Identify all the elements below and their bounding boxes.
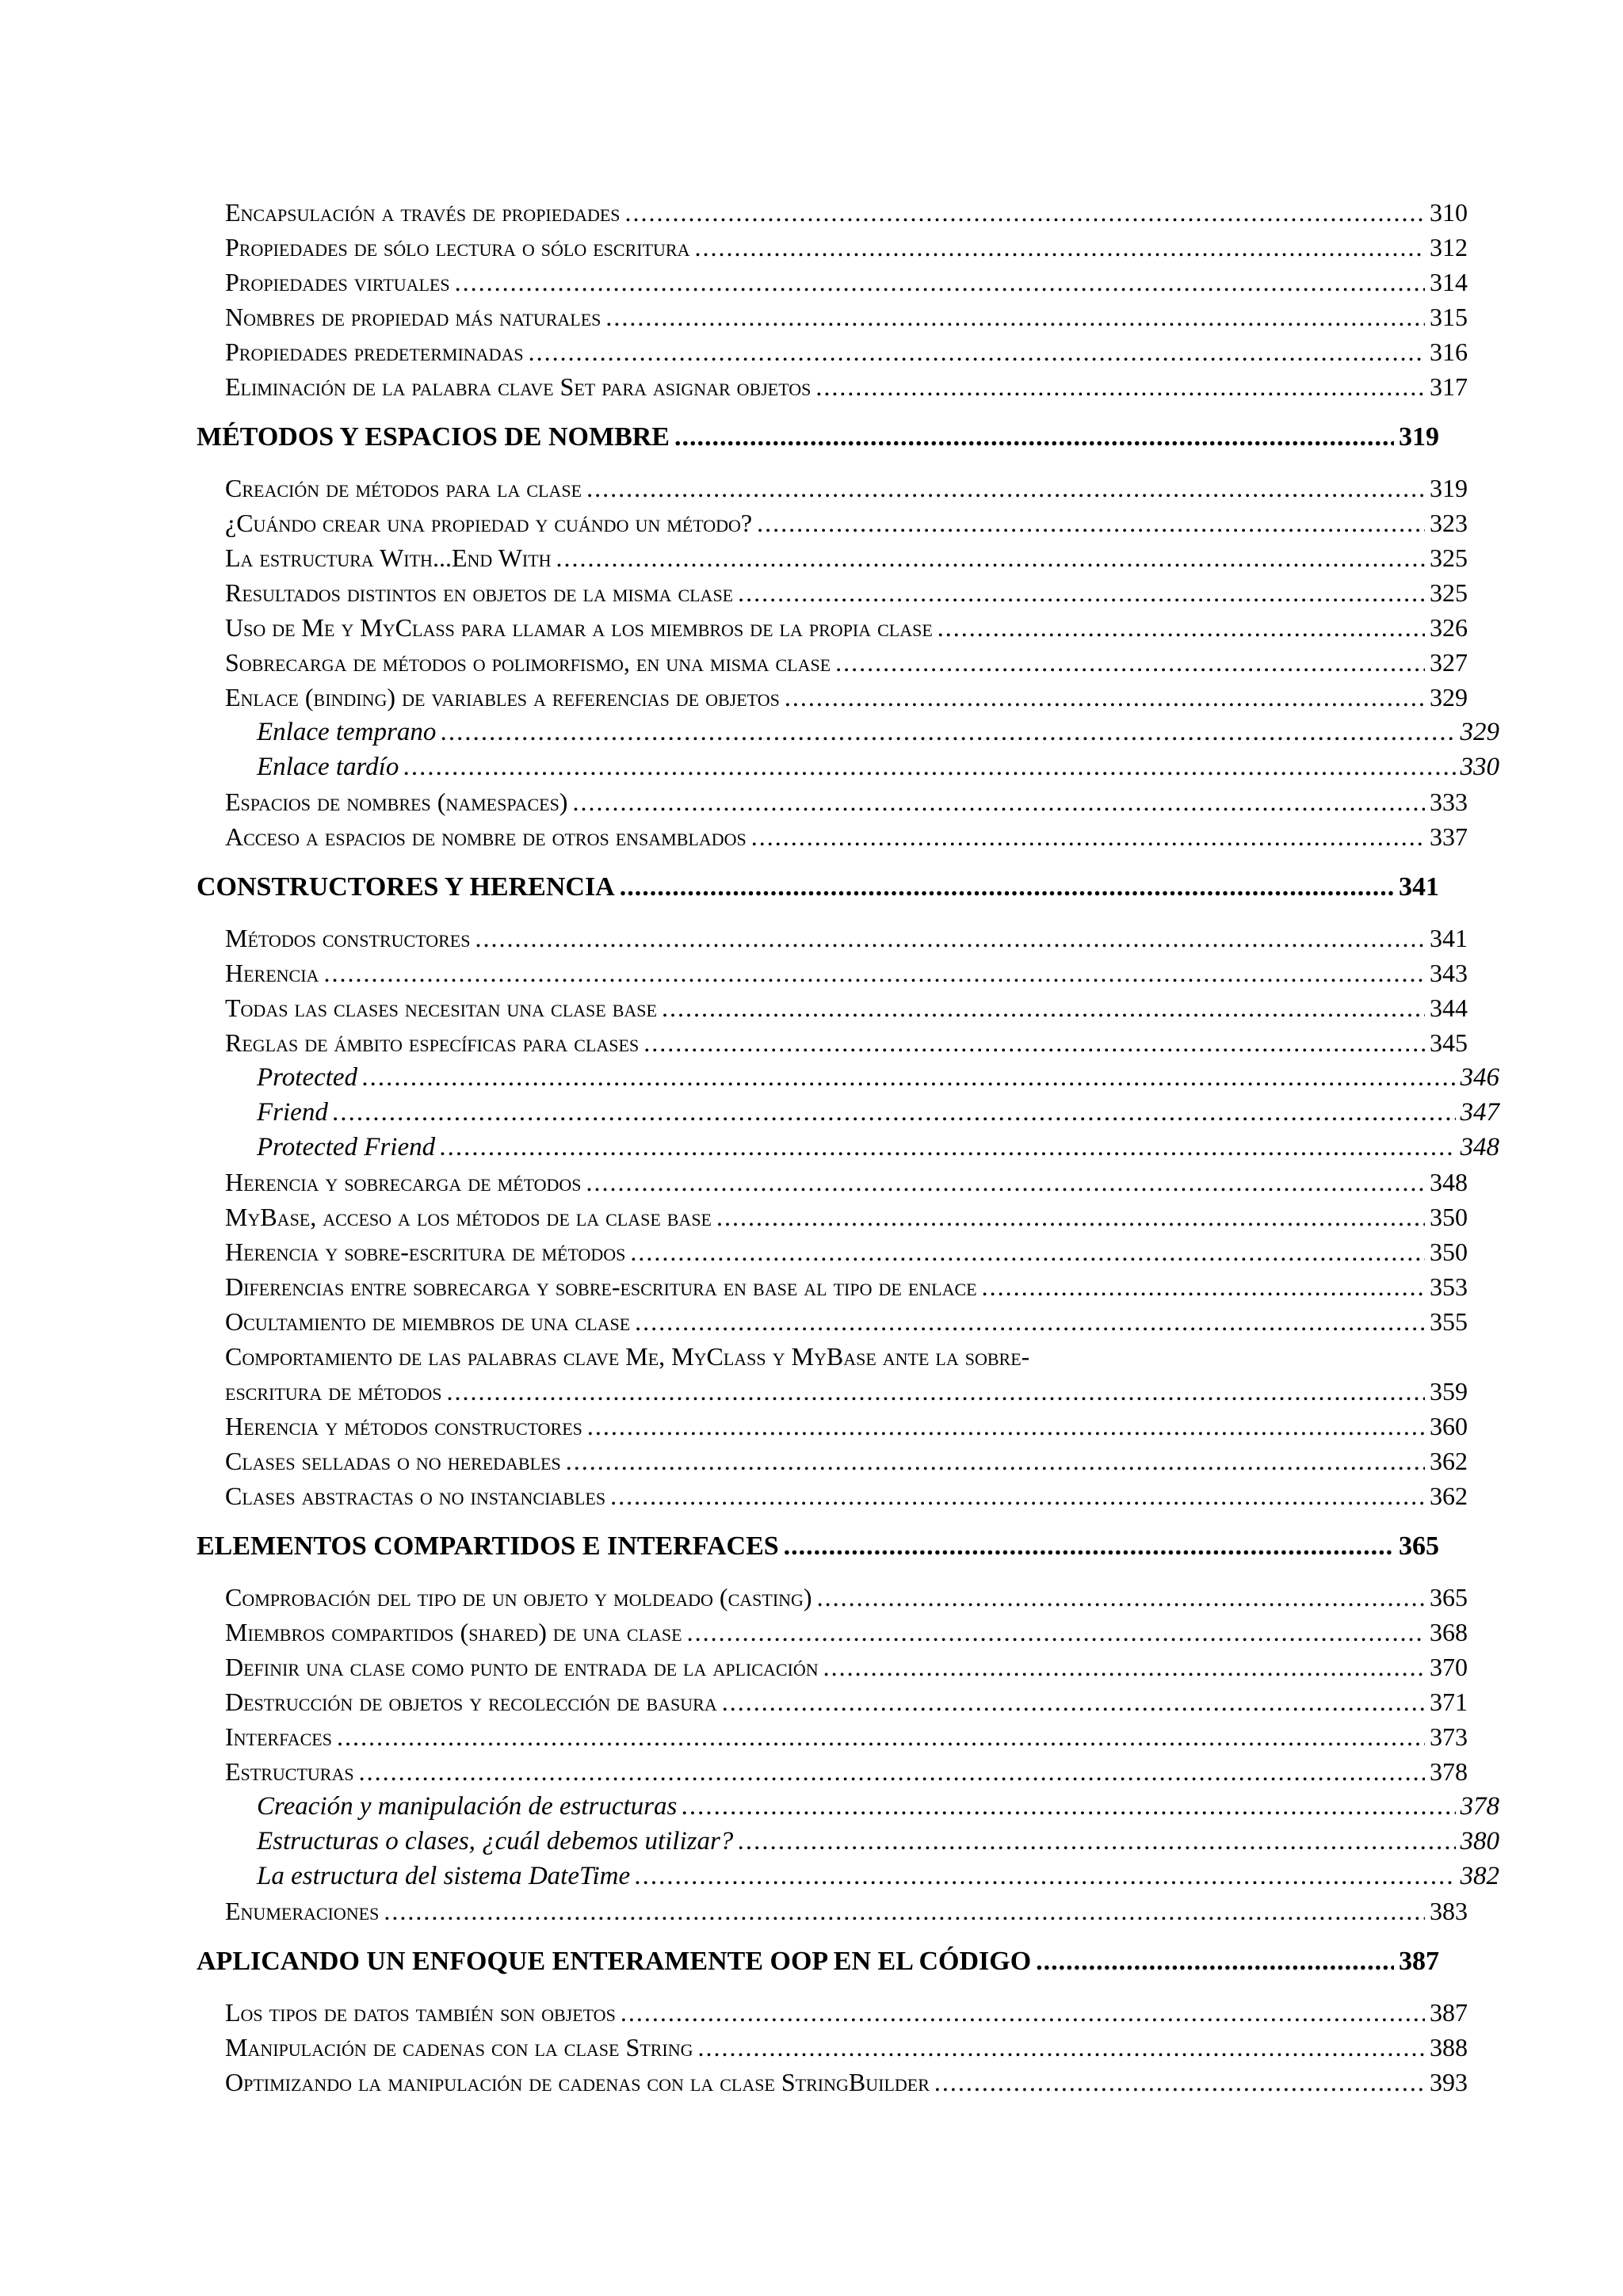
toc-page-number: 382 [1460,1862,1499,1890]
toc-entry[interactable] [197,1894,1468,1928]
toc-entry-title: Enumeraciones [225,1897,380,1925]
toc-entry[interactable] [197,1478,1468,1513]
toc-page-number: 380 [1460,1827,1499,1855]
dot-leader [566,1444,1425,1478]
toc-entry[interactable] [197,819,1468,854]
toc-page-number: 329 [1430,683,1468,711]
toc-entry[interactable] [197,645,1468,680]
toc-entry[interactable] [197,1615,1468,1650]
table-of-contents [197,195,1499,2100]
toc-entry[interactable] [197,471,1468,505]
toc-entry-title: ELEMENTOS COMPARTIDOS E INTERFACES [197,1531,779,1561]
toc-chapter[interactable] [197,420,1439,455]
toc-entry[interactable] [197,1095,1499,1130]
toc-page-number: 319 [1399,422,1439,452]
toc-page-number: 330 [1460,753,1499,781]
toc-entry-title: ¿Cuándo crear una propiedad y cuándo un método? [225,509,753,537]
dot-leader [572,784,1425,819]
toc-page-number: 360 [1430,1412,1468,1440]
toc-page-number: 315 [1430,303,1468,331]
dot-leader [620,870,1394,905]
toc-page-number: 317 [1430,372,1468,401]
dot-leader [403,749,1455,784]
toc-entry-title: Definir una clase como punto de entrada de la aplicación [225,1653,819,1681]
toc-entry[interactable] [197,990,1468,1025]
toc-page-number: 346 [1460,1063,1499,1092]
toc-page-number: 310 [1430,198,1468,227]
toc-entry[interactable] [197,1130,1499,1165]
toc-entry[interactable] [197,1304,1468,1339]
toc-entry[interactable] [197,195,1468,230]
dot-leader [815,369,1425,404]
toc-entry-title: Estructuras o clases, ¿cuál debemos utilizar? [257,1827,734,1855]
toc-entry[interactable] [197,784,1468,819]
toc-entry-title: Ocultamiento de miembros de una clase [225,1307,631,1336]
toc-page-number: 355 [1430,1307,1468,1336]
toc-chapter[interactable] [197,1944,1439,1979]
dot-leader [621,1995,1425,2030]
toc-entry-title: Optimizando la manipulación de cadenas con la clase StringBuilder [225,2068,930,2096]
toc-entry-title: Estructuras [225,1757,354,1786]
toc-page-number: 344 [1430,994,1468,1022]
toc-page-number: 347 [1460,1098,1499,1127]
toc-entry[interactable] [197,1060,1499,1095]
toc-entry-title: Creación y manipulación de estructuras [257,1792,678,1821]
toc-entry[interactable] [197,1165,1468,1199]
toc-page-number: 348 [1460,1133,1499,1161]
toc-page-number: 327 [1430,648,1468,677]
dot-leader [662,990,1425,1025]
toc-entry-title: Enlace (binding) de variables a referencias de objetos [225,683,780,711]
toc-entry[interactable] [197,575,1468,610]
toc-entry-title: Herencia y sobre-escritura de métodos [225,1238,626,1266]
toc-page-number: 337 [1430,822,1468,851]
toc-entry[interactable] [197,2030,1468,2065]
toc-entry-title-line[interactable]: Comportamiento de las palabras clave Me, MyClass y MyBase ante la sobre- [225,1342,1030,1371]
toc-entry-title: Resultados distintos en objetos de la misma clase [225,578,734,607]
toc-entry[interactable] [197,1684,1468,1719]
dot-leader [587,1409,1425,1444]
dot-leader [757,505,1425,540]
dot-leader [556,540,1425,575]
dot-leader [934,2065,1425,2100]
toc-entry[interactable] [197,540,1468,575]
toc-entry[interactable] [197,1025,1468,1060]
toc-entry-title: Eliminación de la palabra clave Set para asignar objetos [225,372,812,401]
toc-page-number: 368 [1430,1618,1468,1646]
toc-entry-title: Propiedades de sólo lectura o sólo escritura [225,233,690,261]
dot-leader [643,1025,1425,1060]
toc-entry-title: Friend [257,1098,328,1127]
toc-entry-title: Enlace tardío [257,753,399,781]
dot-leader [682,1789,1455,1824]
dot-leader [738,575,1425,610]
dot-leader [835,645,1425,680]
toc-entry[interactable] [197,1995,1468,2030]
toc-entry[interactable] [197,2065,1468,2100]
toc-entry[interactable] [197,1859,1499,1894]
toc-entry[interactable] [197,749,1499,784]
toc-page-number: 323 [1430,509,1468,537]
toc-entry-title: CONSTRUCTORES Y HERENCIA [197,872,615,902]
toc-entry[interactable] [197,1580,1468,1615]
toc-entry-title: Clases selladas o no heredables [225,1447,561,1475]
dot-leader [362,1060,1455,1095]
dot-leader [784,1529,1394,1564]
toc-page-number: 359 [1430,1377,1468,1405]
toc-entry[interactable] [197,230,1468,265]
toc-page-number: 373 [1430,1722,1468,1751]
dot-leader [475,921,1425,955]
toc-entry-title: Miembros compartidos (shared) de una clase [225,1618,682,1646]
dot-leader [697,2030,1425,2065]
toc-entry-title: Métodos constructores [225,924,471,952]
toc-page-number: 341 [1399,872,1439,902]
toc-entry[interactable] [197,610,1468,645]
toc-entry[interactable] [197,1409,1468,1444]
toc-entry-title: MyBase, acceso a los métodos de la clase base [225,1203,712,1231]
dot-leader [694,230,1425,265]
dot-leader [586,471,1425,505]
toc-entry[interactable] [197,369,1468,404]
toc-page-number: 329 [1460,718,1499,746]
dot-leader [529,334,1425,369]
toc-entry-title: Creación de métodos para la clase [225,474,582,502]
toc-entry[interactable] [197,921,1468,955]
dot-leader [823,1650,1425,1684]
toc-chapter[interactable] [197,870,1439,905]
toc-page-number: 365 [1430,1583,1468,1611]
toc-entry[interactable] [197,1824,1499,1859]
dot-leader [440,1130,1455,1165]
toc-entry[interactable] [197,265,1468,299]
toc-page-number: 378 [1430,1757,1468,1786]
toc-entry-title: Interfaces [225,1722,332,1751]
toc-page-number: 333 [1430,788,1468,816]
toc-entry-title: Comprobación del tipo de un objeto y moldeado (casting) [225,1583,812,1611]
dot-leader [751,819,1425,854]
toc-entry-title: Propiedades virtuales [225,268,450,296]
toc-entry-title: Herencia y sobrecarga de métodos [225,1168,582,1196]
dot-leader [674,420,1394,455]
toc-entry-title: La estructura del sistema DateTime [257,1862,631,1890]
toc-entry-title: Propiedades predeterminadas [225,338,524,366]
toc-entry[interactable] [197,955,1468,990]
toc-entry-title: APLICANDO UN ENFOQUE ENTERAMENTE OOP EN EL CÓDIGO [197,1947,1032,1976]
dot-leader [982,1269,1425,1304]
dot-leader [625,195,1425,230]
toc-page-number: 393 [1430,2068,1468,2096]
dot-leader [586,1165,1425,1199]
toc-page-number: 383 [1430,1897,1468,1925]
toc-entry-title: Destrucción de objetos y recolección de basura [225,1688,717,1716]
toc-entry-title: Encapsulación a través de propiedades [225,198,621,227]
dot-leader [323,955,1425,990]
toc-entry-title: Clases abstractas o no instanciables [225,1482,606,1510]
dot-leader [938,610,1425,645]
toc-page-number: 353 [1430,1272,1468,1301]
toc-entry-title: Los tipos de datos también son objetos [225,1998,616,2027]
dot-leader [635,1304,1425,1339]
toc-entry-title: Nombres de propiedad más naturales [225,303,601,331]
toc-entry[interactable] [197,1269,1468,1304]
toc-entry-title: Diferencias entre sobrecarga y sobre-escritura en base al tipo de enlace [225,1272,977,1301]
toc-page-number: 370 [1430,1653,1468,1681]
dot-leader [359,1754,1425,1789]
toc-entry[interactable] [197,715,1499,749]
toc-page-number: 319 [1430,474,1468,502]
toc-page-number: 362 [1430,1482,1468,1510]
toc-entry[interactable] [197,1374,1468,1409]
dot-leader [722,1684,1425,1719]
toc-chapter[interactable] [197,1529,1439,1564]
toc-entry-title: Acceso a espacios de nombre de otros ensamblados [225,822,747,851]
dot-leader [605,299,1425,334]
dot-leader [1036,1944,1394,1979]
toc-entry[interactable] [197,334,1468,369]
toc-page-number: 343 [1430,959,1468,987]
toc-entry-title: Reglas de ámbito específicas para clases [225,1028,640,1057]
toc-entry[interactable] [197,1719,1468,1754]
dot-leader [716,1199,1425,1234]
toc-page-number: 387 [1430,1998,1468,2027]
toc-page-number: 371 [1430,1688,1468,1716]
toc-page-number: 345 [1430,1028,1468,1057]
toc-entry[interactable] [197,1199,1468,1234]
toc-page-number: 312 [1430,233,1468,261]
toc-entry-title: Herencia y métodos constructores [225,1412,582,1440]
toc-entry-title: Protected Friend [257,1133,436,1161]
toc-entry[interactable] [197,1754,1468,1789]
dot-leader [337,1719,1425,1754]
toc-page-number: 348 [1430,1168,1468,1196]
toc-entry[interactable] [197,1444,1468,1478]
toc-entry-title: Espacios de nombres (namespaces) [225,788,568,816]
toc-page-number: 388 [1430,2033,1468,2061]
dot-leader [455,265,1425,299]
toc-page-number: 316 [1430,338,1468,366]
dot-leader [785,680,1425,715]
toc-entry-title: Protected [257,1063,358,1092]
toc-entry-title: Manipulación de cadenas con la clase String [225,2033,693,2061]
toc-entry-title: escritura de métodos [225,1377,442,1405]
toc-entry-title: La estructura With...End With [225,543,552,572]
toc-entry-title: Sobrecarga de métodos o polimorfismo, en una misma clase [225,648,831,677]
toc-entry[interactable] [197,1234,1468,1269]
toc-page-number: 341 [1430,924,1468,952]
toc-entry-title: Todas las clases necesitan una clase base [225,994,657,1022]
dot-leader [687,1615,1425,1650]
toc-page-number: 387 [1399,1947,1439,1976]
toc-entry-title: Enlace temprano [257,718,437,746]
dot-leader [630,1234,1425,1269]
toc-page-number: 362 [1430,1447,1468,1475]
toc-entry[interactable] [197,505,1468,540]
toc-entry-title: MÉTODOS Y ESPACIOS DE NOMBRE [197,422,670,452]
toc-page-number: 325 [1430,543,1468,572]
toc-page-number: 325 [1430,578,1468,607]
toc-page-number: 365 [1399,1531,1439,1561]
dot-leader [610,1478,1425,1513]
toc-page-number: 326 [1430,613,1468,642]
toc-entry[interactable] [197,299,1468,334]
dot-leader [635,1859,1455,1894]
dot-leader [384,1894,1425,1928]
dot-leader [738,1824,1455,1859]
toc-entry[interactable] [197,1650,1468,1684]
toc-entry[interactable] [197,1789,1499,1824]
toc-page-number: 350 [1430,1203,1468,1231]
toc-entry-title: Uso de Me y MyClass para llamar a los miembros de la propia clase [225,613,933,642]
dot-leader [817,1580,1425,1615]
toc-page-number: 378 [1460,1792,1499,1821]
dot-leader [447,1374,1425,1409]
dot-leader [333,1095,1456,1130]
toc-entry-title: Herencia [225,959,319,987]
dot-leader [441,715,1455,749]
toc-page-number: 314 [1430,268,1468,296]
toc-page-number: 350 [1430,1238,1468,1266]
toc-entry[interactable] [197,680,1468,715]
